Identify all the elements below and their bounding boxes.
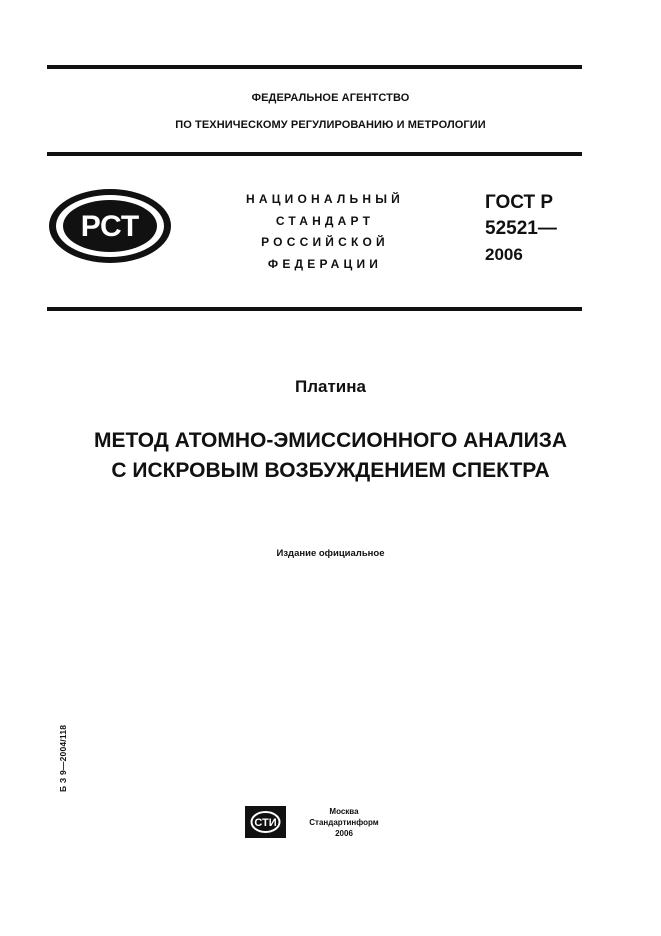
header-divider	[47, 152, 582, 156]
standard-type	[225, 189, 425, 275]
title-line: МЕТОД АТОМНО-ЭМИССИОННОГО АНАЛИЗА	[93, 429, 568, 452]
agency-line-2: ПО ТЕХНИЧЕСКОМУ РЕГУЛИРОВАНИЮ И МЕТРОЛОГИИ	[175, 119, 486, 131]
standard-code-year: 2006	[485, 245, 523, 264]
edition-note: Издание официальное	[276, 548, 385, 559]
side-code: Б З 9—2004/118	[58, 724, 68, 792]
rst-logo-text: РСТ	[80, 210, 140, 243]
publisher-logo-text: СТИ	[254, 817, 277, 829]
rst-logo-icon	[46, 186, 174, 266]
standard-code-number: 52521—	[485, 218, 557, 239]
publisher-city: Москва	[329, 807, 359, 816]
standard-type-line: НАЦИОНАЛЬНЫЙ	[245, 192, 405, 206]
standard-type-line: РОССИЙСКОЙ	[261, 235, 389, 249]
top-rule	[47, 65, 582, 69]
publisher-year: 2006	[335, 829, 353, 838]
publisher-logo-icon	[245, 806, 286, 838]
publisher-imprint	[308, 806, 380, 839]
block-divider	[47, 307, 582, 311]
standard-type-line: СТАНДАРТ	[275, 213, 375, 228]
publisher-name: Стандартинформ	[309, 818, 379, 827]
standard-code	[485, 190, 557, 268]
agency-line-1: ФЕДЕРАЛЬНОЕ АГЕНТСТВО	[251, 92, 410, 104]
standard-code-prefix: ГОСТ Р	[485, 192, 554, 213]
standard-type-line: ФЕДЕРАЦИИ	[267, 256, 383, 271]
title-line: С ИСКРОВЫМ ВОЗБУЖДЕНИЕМ СПЕКТРА	[111, 459, 550, 482]
subject-heading: Платина	[295, 377, 366, 396]
document-title	[0, 426, 661, 486]
